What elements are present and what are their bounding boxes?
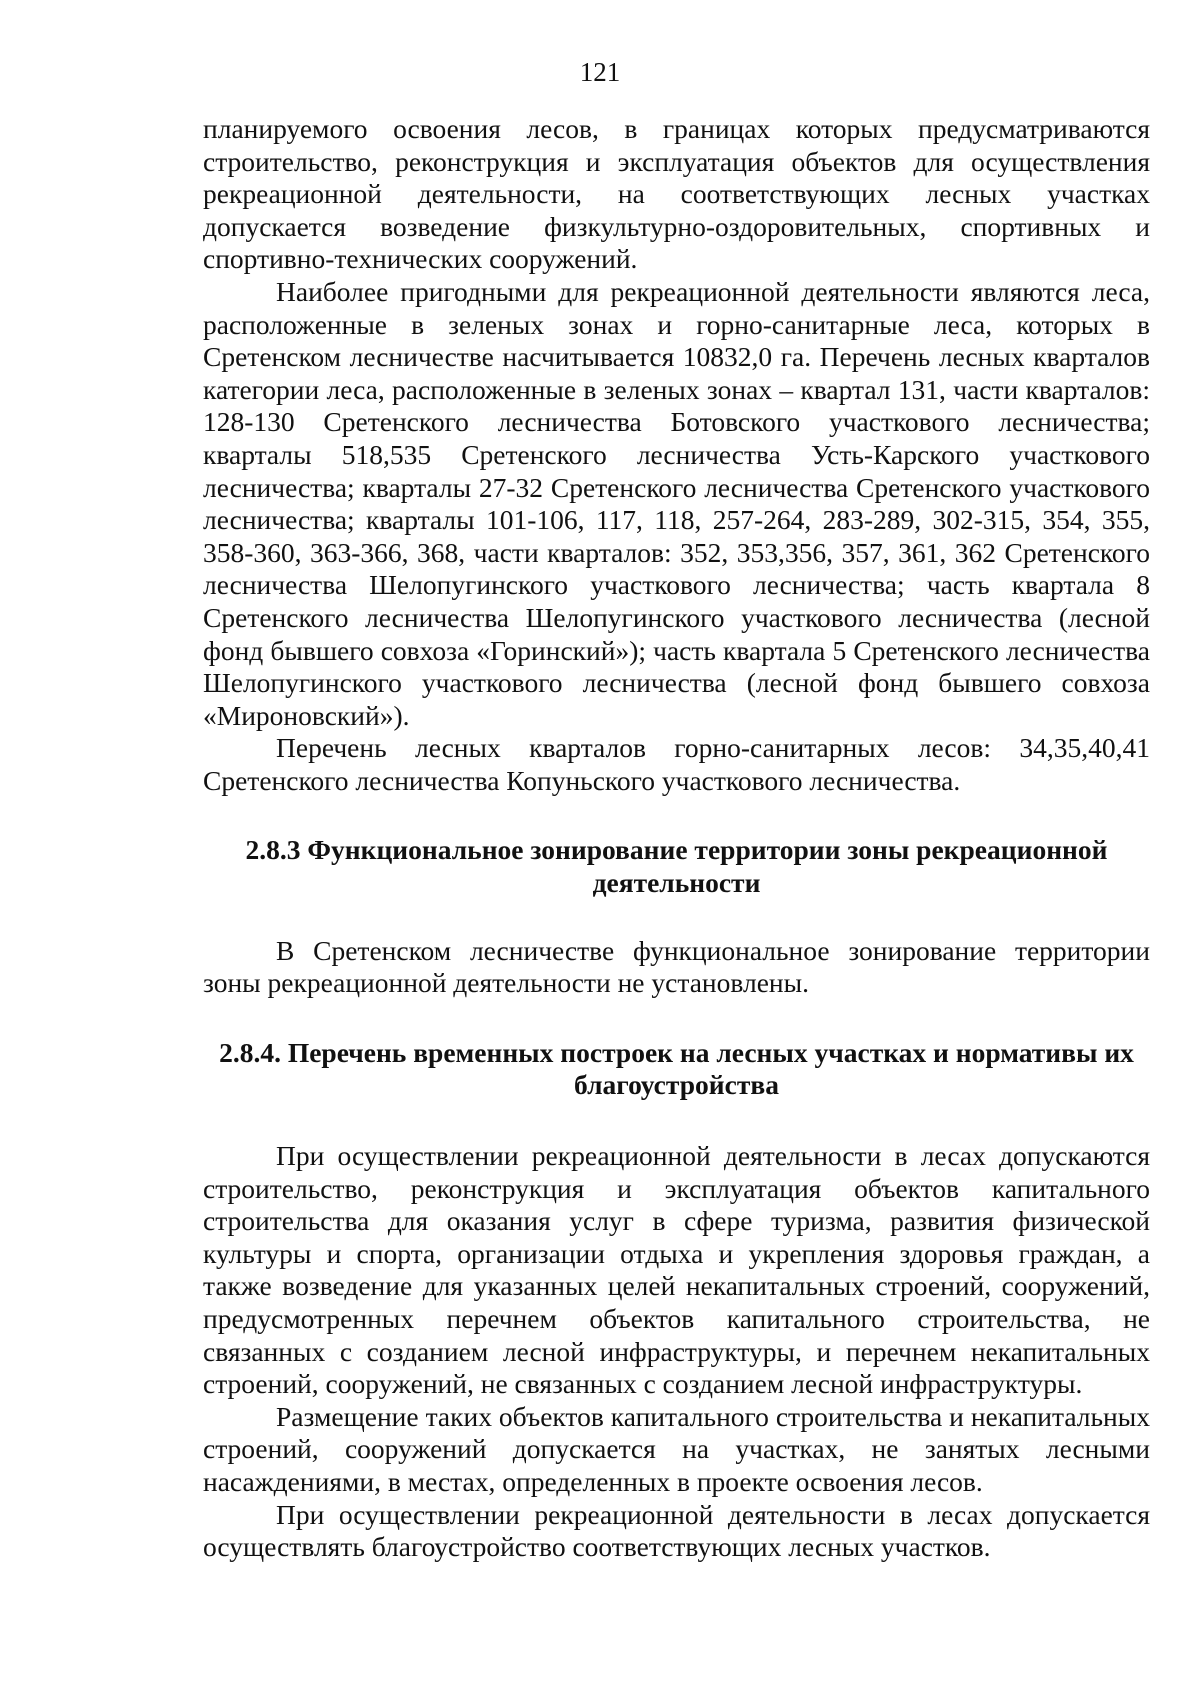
placement-paragraph: Размещение таких объектов капитального строительства и некапитальных строений, сооружений допускается на участках, не занятых лесными насаждениями, в местах, определенных в проекте освоения лесов.	[203, 1400, 1150, 1497]
section-heading-2-8-3: 2.8.3 Функциональное зонирование территории зоны рекреационной деятельности	[245, 834, 1108, 899]
green-zone-forests-paragraph: Наиболее пригодными для рекреационной деятельности являются леса, расположенные в зеленых зонах и горно-санитарные леса, которых в Сретенском лесничестве насчитывается 10832,0 га. Перечень лесных кварталов категории леса, расположенные в зеленых зонах – квартал 131, части кварталов: 128-130 Сретенского лесничества Ботовского участкового лесничества; кварталы 518,535 Сретенского лесничества Усть-Карского участкового лесничества; кварталы 27-32 Сретенского лесничества Сретенского участкового лесничества; кварталы 101-106, 117, 118, 257-264, 283-289, 302-315, 354, 355, 358-360, 363-366, 368, части кварталов: 352, 353,356, 357, 361, 362 Сретенского лесничества Шелопугинского участкового лесничества; часть квартала 8 Сретенского лесничества Шелопугинского участкового лесничества (лесной фонд бывшего совхоза «Горинский»); часть квартала 5 Сретенского лесничества Шелопугинского участкового лесничества (лесной фонд бывшего совхоза «Мироновский»).	[203, 275, 1150, 731]
continuation-paragraph: планируемого освоения лесов, в границах которых предусматриваются строительство, реконструкция и эксплуатация объектов для осуществления рекреационной деятельности, на соответствующих лесных участках допускается возведение физкультурно-оздоровительных, спортивных и спортивно-технических сооружений.	[203, 113, 1150, 275]
section-heading-2-8-4: 2.8.4. Перечень временных построек на лесных участках и нормативы их благоустройства	[219, 1036, 1134, 1101]
landscaping-paragraph: При осуществлении рекреационной деятельности в лесах допускается осуществлять благоустройство соответствующих лесных участков.	[203, 1498, 1150, 1563]
construction-paragraph: При осуществлении рекреационной деятельности в лесах допускаются строительство, реконструкция и эксплуатация объектов капитального строительства для оказания услуг в сфере туризма, развития физической культуры и спорта, организации отдыха и укрепления здоровья граждан, а также возведение для указанных целей некапитальных строений, сооружений, предусмотренных перечнем объектов капитального строительства, не связанных с созданием лесной инфраструктуры, и перечнем некапитальных строений, сооружений, не связанных с созданием лесной инфраструктуры.	[203, 1140, 1150, 1400]
page-number: 121	[579, 57, 621, 87]
zoning-paragraph: В Сретенском лесничестве функциональное зонирование территории зоны рекреационной деятельности не установлены.	[203, 934, 1150, 999]
document-body	[203, 113, 1150, 1564]
mountain-sanitary-forests-paragraph: Перечень лесных кварталов горно-санитарных лесов: 34,35,40,41 Сретенского лесничества Копуньского участкового лесничества.	[203, 732, 1150, 796]
